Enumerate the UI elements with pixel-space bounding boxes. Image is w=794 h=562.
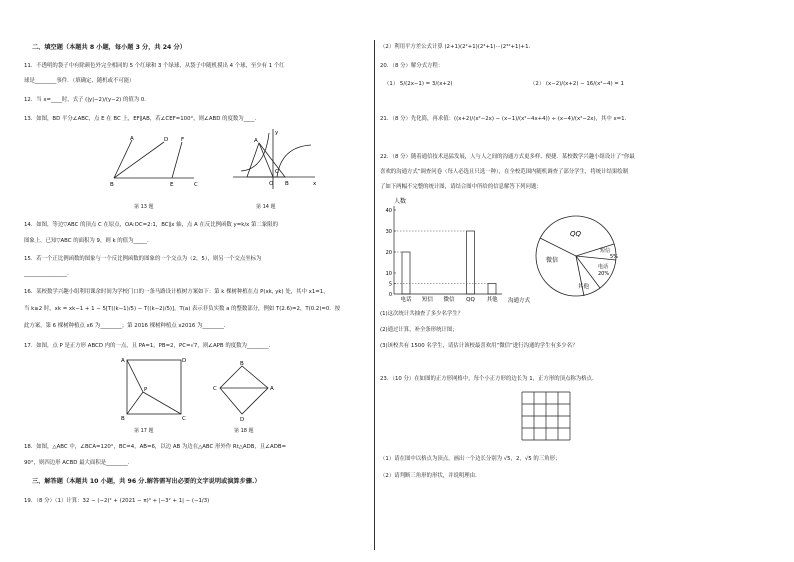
pie-label-qq: QQ: [570, 230, 582, 238]
q12: 12．当 x=____时，式子 (|y|−2)/(y−2) 的值为 0.: [24, 97, 146, 103]
q14-line2: 图象上，已知▽ABC 的面积为 9，则 k 的值为_____.: [24, 238, 149, 244]
q16-line3: 此方案，第 6 棵树种植点 x6 为________；第 2016 棵树种植点 x2016 为________.: [24, 323, 226, 329]
fig18-label-b: B: [240, 361, 244, 367]
q23-part1: （1）请在图中以格点为顶点，画出一个边长分别为 √5，2，√5 的三角形；: [380, 456, 561, 462]
q19-part2: （2）利用平方差公式计算 (2+1)(2²+1)(2⁴+1)···(2³²+1)+1.: [380, 44, 531, 50]
q16-line2: 当 k≥2 时，xk = xk−1 + 1 − 5[T((k−1)/5) − T((k−2)/5)]，T(a) 表示非负实数 a 的整数部分，例如 T(2.6)=2，T(0.2)=0．按: [24, 306, 341, 312]
y-tick-label: 5: [388, 281, 392, 288]
fig14-label-c: C: [275, 169, 279, 175]
bar-chart-ylabel: 人数: [394, 198, 407, 205]
q23-part2: （2）请判断三角形的形状，并说明理由.: [380, 473, 477, 479]
fig14-label-x: x: [313, 181, 317, 187]
x-tick-label: 短信: [421, 297, 434, 303]
fig18-label-a: A: [270, 386, 274, 392]
caption-13: 第 13 题: [134, 204, 154, 210]
q15-line2: ________________.: [24, 271, 69, 277]
fig13-label-b: B: [110, 182, 114, 188]
section-3-heading: 三、解答题（本题共 10 小题，共 96 分.解答需写出必要的文字说明或演算步骤.）: [32, 478, 261, 485]
q14-line1: 14．如图，等边▽ABC 的顶点 C 在原点，OA:OC=2:1，BC∥x 轴，点 A 在反比例函数 y=k/x 第二象限的: [24, 222, 279, 228]
x-tick-label: 电话: [400, 297, 412, 303]
q18-line2: 90°，则四边形 ACBD 最大面积是________.: [24, 460, 130, 466]
pie-chart: [530, 212, 640, 304]
q11-line2: 球是________事件．（填确定、随机或不可能）: [24, 78, 135, 84]
fig13-label-e: E: [170, 182, 174, 188]
bar: [488, 284, 496, 295]
fig13-label-f: F: [181, 137, 185, 143]
q22-part1: (1)这次统计共抽查了多少名学生？: [380, 311, 464, 317]
fig13-label-d: D: [164, 137, 169, 143]
q22-part2: (2)通过计算，补全条形统计图；: [380, 327, 458, 333]
bar: [402, 252, 410, 294]
fig17-label-c: C: [182, 416, 186, 422]
bar-chart-marks: [386, 208, 498, 303]
pie-pct-phone: 20%: [598, 271, 610, 277]
x-tick-label: 其他: [486, 297, 498, 303]
fig13-label-c: C: [194, 182, 198, 188]
square-grid: [518, 388, 578, 448]
bar-chart: [380, 194, 540, 310]
q18-line1: 18．如图，△ABC 中，∠BCA=120°，BC=4，AB=6，以边 AB 为边在△ABC 形外作 Rt△ADB，且∠ADB=: [24, 444, 287, 450]
fig14-label-y: y: [275, 130, 279, 136]
fig18-label-d: D: [240, 417, 245, 422]
fig18-label-c: C: [213, 386, 217, 392]
q22-part3: (3)该校共有 1500 名学生，请估计该校最喜欢用“微信”进行沟通的学生有多少名？: [380, 343, 578, 349]
figure-18: [212, 360, 292, 422]
caption-14: 第 14 题: [256, 204, 276, 210]
q16-line1: 16．某校数学兴趣小组利用课余时间为学校门口的一条马路设计植树方案如下：第 k 棵树种植在点 P(xk, yk) 处，其中 x1=1，: [24, 289, 329, 295]
x-tick-label: 微信: [443, 297, 455, 303]
x-tick-label: QQ: [466, 297, 475, 303]
y-tick-label: 40: [385, 208, 392, 214]
pie-label-wechat: 微信: [546, 257, 559, 264]
q15-line1: 15．若一个正比例函数的图象与一个反比例函数的图象的一个交点为（2，5），则另一个交点坐标为: [24, 256, 262, 262]
y-tick-label: 30: [385, 229, 392, 235]
y-tick-label: 10: [385, 271, 392, 277]
pie-label-sms: 短信: [600, 248, 611, 254]
pie-pct-sms: 5%: [610, 254, 618, 260]
caption-18: 第 18 题: [234, 428, 254, 434]
section-2-heading: 二、填空题（本题共 8 小题，每小题 3 分，共 24 分）: [32, 44, 186, 51]
q20: 20．（8 分）解分式方程：: [380, 63, 444, 69]
q13: 13．如图，BD 平分∠ABC，点 E 在 BC 上，EF∥AB，若∠CEF=100°，则∠ABD 的度数为____.: [24, 116, 257, 122]
figure-13: [104, 130, 214, 192]
fig14-label-a: A: [254, 138, 258, 144]
q23: 23．（10 分）在如图的正方形网格中，每个小正方形的边长为 1，正方形的顶点称为格点.: [380, 376, 594, 382]
q21: 21．（8 分）先化简，再求值：((x+2)/(x²−2x) − (x−1)/(x²−4x+4)) ÷ (x−4)/(x²−2x)，其中 x=1.: [380, 116, 627, 122]
q17: 17．如图，点 P 是正方形 ABCD 内的一点，且 PA=1，PB=2，PC=√7，则∠APB 的度数为________.: [24, 343, 271, 349]
q11-line1: 11．不透明的袋子中有除颜色外完全相同的 5 个红球和 3 个绿球，从袋子中随机摸出 4 个球，至少有 1 个红: [24, 63, 285, 69]
fig17-label-p: P: [144, 387, 148, 393]
bar-chart-xlabel: 沟通方式: [508, 298, 531, 304]
column-divider: [374, 40, 375, 550]
q20-part1: （1） 5/(2x−1) = 3/(x+2): [384, 81, 453, 87]
pie-label-phone: 电话: [598, 264, 609, 270]
caption-17: 第 17 题: [134, 428, 154, 434]
fig17-label-b: B: [121, 416, 125, 422]
figure-14: [229, 127, 319, 195]
fig17-label-a: A: [121, 358, 125, 364]
y-tick-label: 20: [385, 250, 392, 256]
fig14-label-b: B: [285, 181, 289, 187]
q19-part1: 19．（8 分）（1）计算：32 − (−2)² + (2021 − π)⁰ + |−3² + 1| − (−1/3): [24, 498, 210, 504]
y-tick-label: 0: [388, 292, 392, 298]
q22-line2: 喜欢的沟通方式”调查问卷（每人必选且只选一种），在全校范围内随机调查了部分学生，将统计结果绘制: [380, 169, 629, 175]
q22-line1: 22．（8 分）随着通信技术迅猛发展，人与人之间的沟通方式更多样、便捷．某校数学兴趣小组设计了“你最: [380, 154, 635, 160]
fig17-label-d: D: [182, 358, 187, 364]
q22-line3: 了如下两幅不完整的统计图，请结合图中所给的信息解答下列问题：: [380, 184, 542, 190]
q20-part2: （2） (x−2)/(x+2) − 16/(x²−4) = 1: [530, 81, 624, 87]
fig13-label-a: A: [130, 136, 134, 142]
bar: [467, 231, 475, 294]
fig14-label-o: O: [269, 181, 274, 187]
figure-17: [119, 354, 189, 422]
pie-label-other: 其他: [578, 284, 590, 290]
